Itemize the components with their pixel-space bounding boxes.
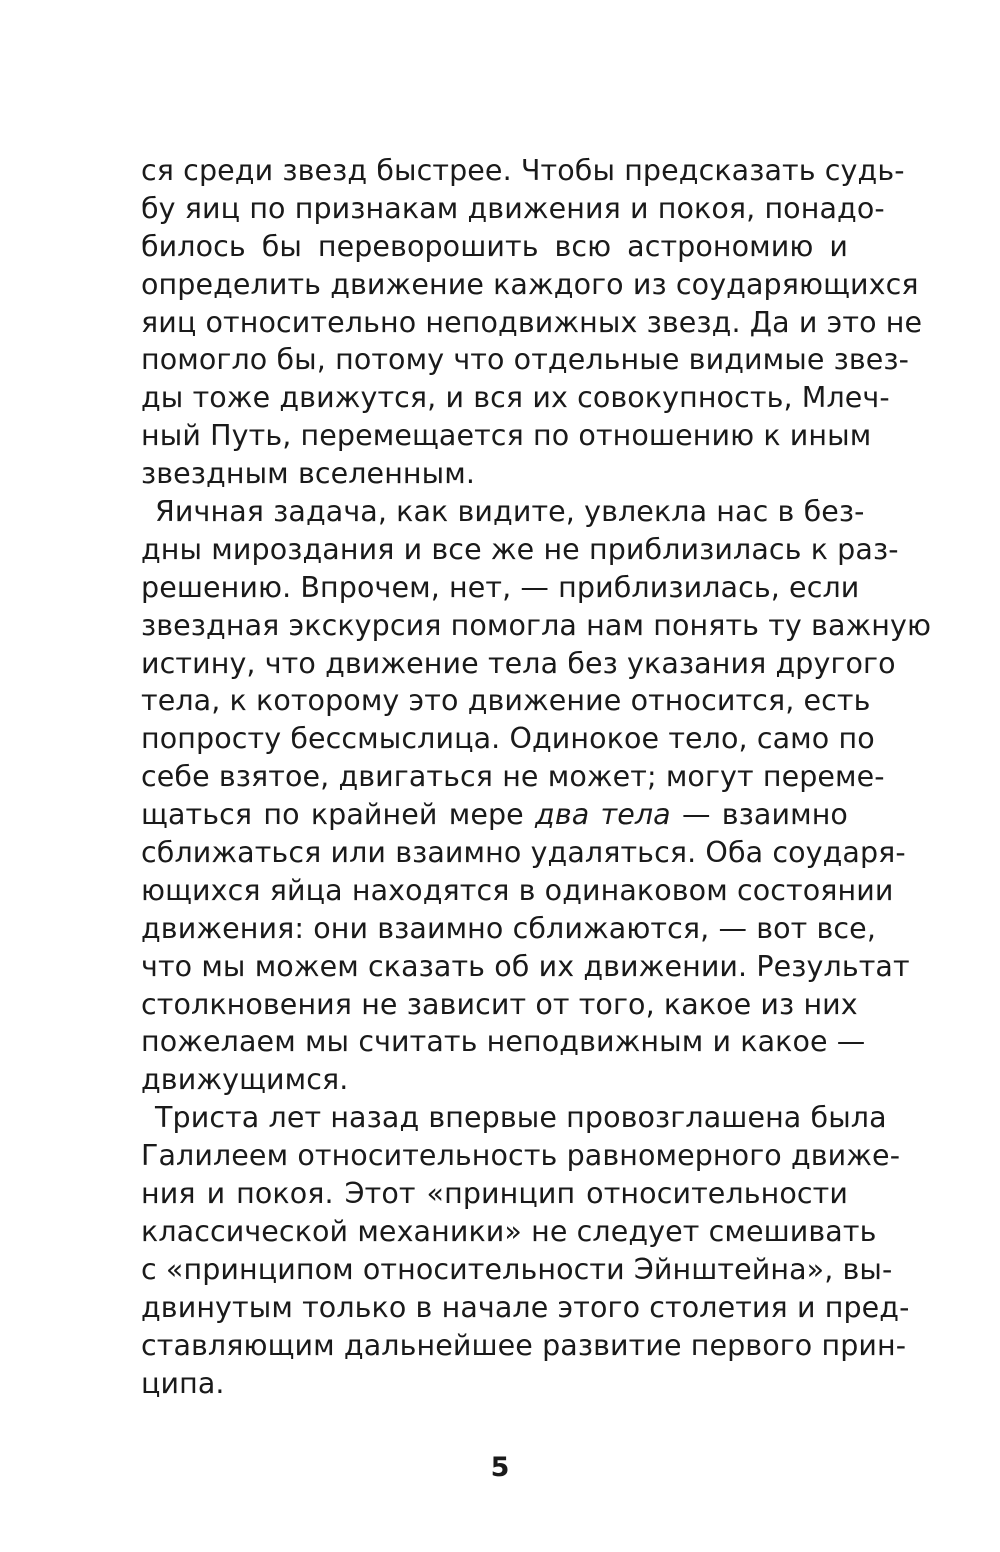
text-line: ся среди звезд быстрее. Чтобы предсказать судь- bbox=[141, 154, 905, 187]
text-line: звездная экскурсия помогла нам понять ту важную bbox=[141, 608, 932, 642]
text-line: классической механики» не следует смешивать bbox=[141, 1214, 877, 1248]
text-line: ды тоже движутся, и вся их совокупность, Млеч- bbox=[141, 381, 890, 415]
text-segment: щаться по крайней мере bbox=[141, 798, 536, 832]
text-line: ющихся яйца находятся в одинаковом состоянии bbox=[141, 873, 894, 907]
body-text bbox=[141, 152, 932, 1402]
text-line: ния и покоя. Этот «принцип относительности bbox=[141, 1177, 848, 1211]
text-line: пожелаем мы считать неподвижным и какое — bbox=[141, 1025, 866, 1059]
text-segment: — взаимно bbox=[670, 798, 848, 832]
text-line: движения: они взаимно сближаются, — вот все, bbox=[141, 911, 876, 945]
text-line: определить движение каждого из соударяющихся bbox=[141, 267, 919, 301]
text-line: яиц относительно неподвижных звезд. Да и это не bbox=[141, 305, 923, 339]
text-line: помогло бы, потому что отдельные видимые звез- bbox=[141, 343, 910, 377]
text-line: звездным вселенным. bbox=[141, 457, 476, 491]
text-line: ный Путь, перемещается по отношению к иным bbox=[141, 419, 872, 453]
text-line: попросту бессмыслица. Одинокое тело, само по bbox=[141, 722, 875, 756]
text-line: Яичная задача, как видите, увлекла нас в без- bbox=[155, 495, 865, 529]
text-line bbox=[141, 796, 848, 834]
text-line: бу яиц по признакам движения и покоя, понадо- bbox=[141, 191, 885, 225]
text-line: с «принципом относительности Эйнштейна», вы- bbox=[141, 1252, 893, 1286]
text-line: что мы можем сказать об их движении. Результат bbox=[141, 949, 910, 983]
text-line: себе взятое, двигаться не может; могут переме- bbox=[141, 760, 885, 794]
text-line: билось бы переворошить всю астрономию и bbox=[141, 229, 848, 263]
text-line: ставляющим дальнейшее развитие первого прин- bbox=[141, 1328, 907, 1362]
text-line: истину, что движение тела без указания другого bbox=[141, 646, 896, 680]
page-number: 5 bbox=[490, 1452, 510, 1483]
text-line: движущимся. bbox=[141, 1063, 349, 1097]
text-line: тела, к которому это движение относится, есть bbox=[141, 684, 871, 718]
text-line: Триста лет назад впервые провозглашена была bbox=[155, 1101, 887, 1135]
text-line: Галилеем относительность равномерного движе- bbox=[141, 1139, 901, 1173]
text-line: столкновения не зависит от того, какое из них bbox=[141, 987, 858, 1021]
text-line: сближаться или взаимно удаляться. Оба соударя- bbox=[141, 836, 906, 870]
text-line: дны мироздания и все же не приблизилась к раз- bbox=[141, 532, 899, 566]
italic-emphasis: два тела bbox=[535, 798, 671, 832]
text-line: решению. Впрочем, нет, — приблизилась, если bbox=[141, 570, 860, 604]
text-line: двинутым только в начале этого столетия и пред- bbox=[141, 1290, 910, 1324]
text-line: ципа. bbox=[141, 1366, 225, 1400]
